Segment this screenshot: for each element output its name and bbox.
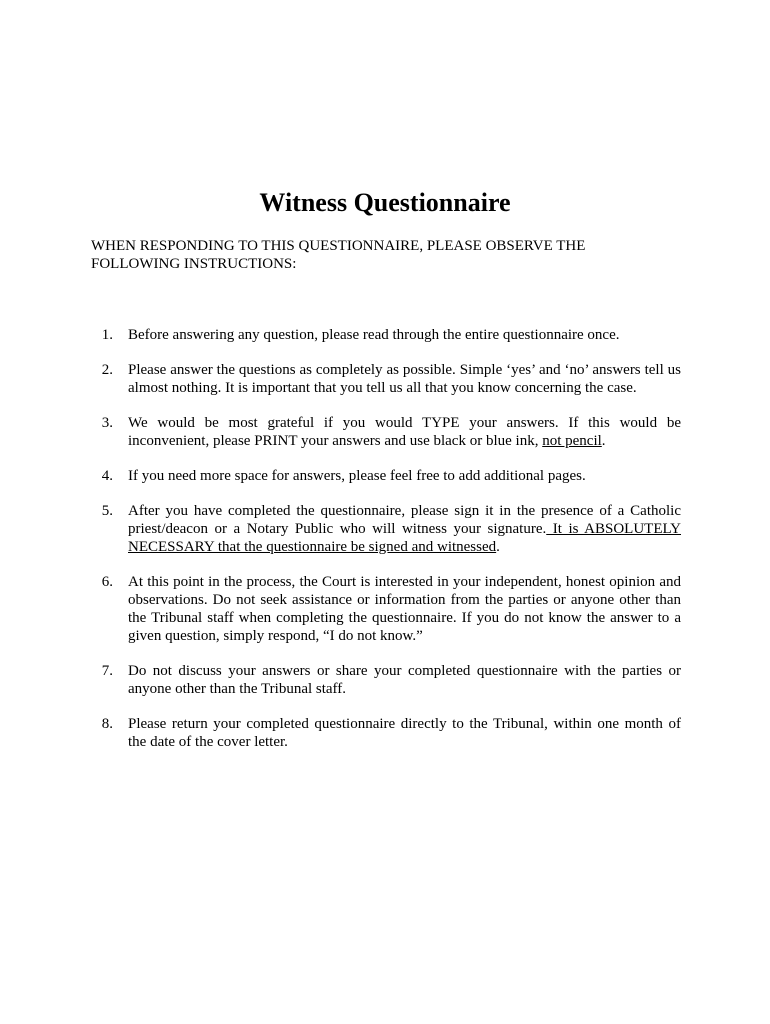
instruction-text — [128, 502, 681, 556]
instruction-item-4 — [91, 467, 681, 485]
instruction-item-6 — [91, 573, 681, 645]
instruction-text: Please answer the questions as completely as possible. Simple ‘yes’ and ‘no’ answers tell us almost nothing. It is important that you tell us all that you know concerning the case. — [128, 362, 681, 396]
instructions-header-line-2: FOLLOWING INSTRUCTIONS: — [91, 256, 297, 272]
instruction-item-3 — [91, 414, 681, 450]
instruction-text: At this point in the process, the Court is interested in your independent, honest opinion and observations. Do not seek assistance or information from the parties or anyone other than the Tribunal staff when completing the questionnaire. If you do not know the answer to a given question, simply respond, “I do not know.” — [128, 574, 681, 644]
instruction-item-7 — [91, 662, 681, 698]
instruction-number: 3. — [101, 415, 113, 431]
instruction-item-2 — [91, 361, 681, 397]
underlined-emphasis: not pencil — [542, 433, 602, 449]
instruction-text-main: We would be most grateful if you would TYPE your answers. If this would be inconvenient, please PRINT your answers and use black or blue ink, — [128, 415, 681, 449]
instruction-text-end: . — [601, 433, 606, 449]
instruction-number: 7. — [101, 663, 113, 679]
instruction-text — [128, 414, 681, 450]
instruction-text: Do not discuss your answers or share your completed questionnaire with the parties or anyone other than the Tribunal staff. — [128, 663, 681, 697]
instruction-number: 5. — [101, 503, 113, 519]
instructions-header — [91, 237, 631, 273]
instruction-text: Before answering any question, please read through the entire questionnaire once. — [128, 327, 620, 343]
instruction-text-end: . — [496, 539, 500, 555]
instruction-item-5 — [91, 502, 681, 556]
instruction-number: 1. — [101, 327, 113, 343]
instruction-number: 2. — [101, 362, 113, 378]
underlined-emphasis: It is ABSOLUTELY NECESSARY that the questionnaire be signed and witnessed — [128, 521, 681, 555]
instruction-text-main: After you have completed the questionnaire, please sign it in the presence of a Catholic priest/deacon or a Notary Public who will witness your signature. — [128, 503, 681, 537]
instruction-text: If you need more space for answers, please feel free to add additional pages. — [128, 468, 586, 484]
instructions-header-line-1: WHEN RESPONDING TO THIS QUESTIONNAIRE, PLEASE OBSERVE THE — [91, 238, 586, 254]
instruction-number: 6. — [101, 574, 113, 590]
page-title: Witness Questionnaire — [259, 188, 511, 217]
instructions-list — [91, 326, 681, 768]
instruction-item-8 — [91, 715, 681, 751]
instruction-number: 4. — [101, 468, 113, 484]
instruction-text: Please return your completed questionnaire directly to the Tribunal, within one month of the date of the cover letter. — [128, 716, 681, 750]
instruction-number: 8. — [101, 716, 113, 732]
instruction-item-1 — [91, 326, 681, 344]
